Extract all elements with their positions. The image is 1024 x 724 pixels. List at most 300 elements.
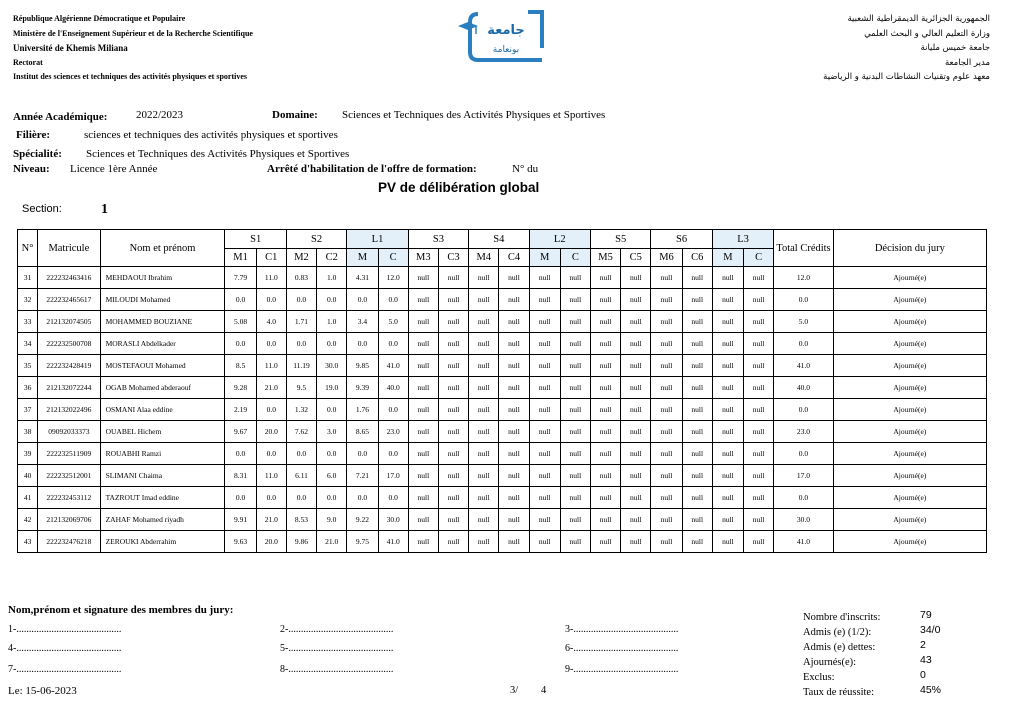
grade-cell: 0.0: [378, 443, 408, 465]
stat-value: 43: [920, 654, 932, 666]
grade-cell: 9.5: [286, 377, 316, 399]
group-header: S4: [469, 230, 529, 249]
null-cell: null: [621, 333, 651, 355]
header-right-line: مدير الجامعة: [944, 57, 990, 68]
null-cell: null: [682, 487, 712, 509]
grade-cell: 0.0: [378, 289, 408, 311]
null-cell: null: [560, 443, 590, 465]
page-title: PV de délibération global: [378, 180, 540, 195]
row-number-cell: 32: [18, 289, 38, 311]
total-credits-cell: 0.0: [774, 443, 833, 465]
null-cell: null: [438, 509, 468, 531]
matricule-cell: 212132074505: [38, 311, 100, 333]
university-logo: [450, 8, 550, 66]
sub-header: M5: [590, 249, 620, 267]
grade-cell: 1.71: [286, 311, 316, 333]
grade-cell: 0.0: [225, 333, 256, 355]
null-cell: null: [529, 465, 560, 487]
null-cell: null: [744, 399, 774, 421]
null-cell: null: [469, 531, 499, 553]
null-cell: null: [651, 465, 682, 487]
null-cell: null: [408, 421, 438, 443]
decision-cell: Ajourné(e): [833, 333, 986, 355]
null-cell: null: [744, 355, 774, 377]
null-cell: null: [621, 487, 651, 509]
niveau-value: Licence 1ère Année: [70, 163, 158, 175]
sub-header: M3: [408, 249, 438, 267]
name-cell: OGAB Mohamed abderaouf: [100, 377, 225, 399]
null-cell: null: [499, 267, 529, 289]
name-cell: OSMANI Alaa eddine: [100, 399, 225, 421]
null-cell: null: [408, 377, 438, 399]
sub-header: M: [712, 249, 743, 267]
null-cell: null: [590, 509, 620, 531]
grade-cell: 7.79: [225, 267, 256, 289]
null-cell: null: [499, 289, 529, 311]
null-cell: null: [590, 311, 620, 333]
filiere-label: Filière:: [16, 129, 50, 141]
null-cell: null: [469, 311, 499, 333]
table-row: [18, 355, 987, 377]
null-cell: null: [438, 487, 468, 509]
name-cell: MOSTEFAOUI Mohamed: [100, 355, 225, 377]
grade-cell: 3.0: [317, 421, 347, 443]
null-cell: null: [529, 355, 560, 377]
sub-header: C: [560, 249, 590, 267]
grade-cell: 9.75: [347, 531, 378, 553]
sub-header: C1: [256, 249, 286, 267]
null-cell: null: [529, 289, 560, 311]
matricule-cell: 222232500708: [38, 333, 100, 355]
null-cell: null: [744, 465, 774, 487]
null-cell: null: [651, 509, 682, 531]
row-number-cell: 43: [18, 531, 38, 553]
table-row: [18, 377, 987, 399]
sub-header: M: [529, 249, 560, 267]
table-row: [18, 311, 987, 333]
grade-cell: 40.0: [378, 377, 408, 399]
null-cell: null: [560, 399, 590, 421]
null-cell: null: [682, 355, 712, 377]
sub-header: C2: [317, 249, 347, 267]
null-cell: null: [469, 289, 499, 311]
name-cell: OUABEL Hichem: [100, 421, 225, 443]
header-left-line: Université de Khemis Miliana: [13, 43, 128, 53]
grade-cell: 0.0: [347, 443, 378, 465]
grade-cell: 0.0: [286, 289, 316, 311]
null-cell: null: [408, 465, 438, 487]
null-cell: null: [621, 509, 651, 531]
null-cell: null: [560, 311, 590, 333]
null-cell: null: [590, 443, 620, 465]
grade-cell: 0.83: [286, 267, 316, 289]
null-cell: null: [499, 443, 529, 465]
sub-header: C4: [499, 249, 529, 267]
null-cell: null: [560, 509, 590, 531]
grade-cell: 0.0: [347, 333, 378, 355]
section-label: Section:: [22, 203, 62, 215]
stat-value: 0: [920, 669, 926, 681]
decision-cell: Ajourné(e): [833, 355, 986, 377]
grade-cell: 0.0: [317, 333, 347, 355]
grade-cell: 0.0: [317, 289, 347, 311]
name-cell: SLIMANI Chaima: [100, 465, 225, 487]
grade-cell: 4.31: [347, 267, 378, 289]
section-value: 1: [101, 202, 108, 217]
table-row: [18, 509, 987, 531]
null-cell: null: [744, 289, 774, 311]
null-cell: null: [651, 421, 682, 443]
grade-cell: 0.0: [225, 289, 256, 311]
row-number-cell: 41: [18, 487, 38, 509]
null-cell: null: [651, 355, 682, 377]
date-text: Le: 15-06-2023: [8, 685, 77, 697]
decision-cell: Ajourné(e): [833, 531, 986, 553]
header-left: [13, 12, 253, 85]
null-cell: null: [621, 267, 651, 289]
null-cell: null: [621, 399, 651, 421]
null-cell: null: [712, 465, 743, 487]
total-credits-cell: 40.0: [774, 377, 833, 399]
grade-cell: 8.65: [347, 421, 378, 443]
annee-label: Année Académique:: [13, 111, 108, 123]
row-number-cell: 42: [18, 509, 38, 531]
group-header: L1: [347, 230, 408, 249]
null-cell: null: [469, 333, 499, 355]
null-cell: null: [621, 465, 651, 487]
null-cell: null: [499, 509, 529, 531]
total-credits-cell: 0.0: [774, 487, 833, 509]
null-cell: null: [560, 333, 590, 355]
null-cell: null: [560, 487, 590, 509]
null-cell: null: [590, 531, 620, 553]
group-header: S5: [590, 230, 650, 249]
grade-cell: 41.0: [378, 531, 408, 553]
stat-value: 2: [920, 639, 926, 651]
null-cell: null: [499, 487, 529, 509]
decision-cell: Ajourné(e): [833, 465, 986, 487]
null-cell: null: [712, 509, 743, 531]
null-cell: null: [590, 289, 620, 311]
table-row: [18, 267, 987, 289]
matricule-cell: 222232465617: [38, 289, 100, 311]
null-cell: null: [529, 443, 560, 465]
null-cell: null: [744, 333, 774, 355]
row-number-cell: 37: [18, 399, 38, 421]
header-right-line: جامعة خميس مليانة: [920, 43, 990, 53]
grade-cell: 0.0: [286, 487, 316, 509]
null-cell: null: [408, 311, 438, 333]
stat-value: 45%: [920, 684, 942, 696]
matricule-cell: 212132022496: [38, 399, 100, 421]
sub-header: C: [744, 249, 774, 267]
matricule-cell: 222232453112: [38, 487, 100, 509]
sub-header: C6: [682, 249, 712, 267]
null-cell: null: [529, 399, 560, 421]
grade-cell: 0.0: [256, 487, 286, 509]
null-cell: null: [469, 355, 499, 377]
grade-cell: 0.0: [225, 443, 256, 465]
decision-cell: Ajourné(e): [833, 487, 986, 509]
grade-cell: 0.0: [256, 333, 286, 355]
null-cell: null: [499, 465, 529, 487]
table-header-row: [18, 230, 987, 249]
null-cell: null: [651, 267, 682, 289]
col-total-header: Total Crédits: [774, 230, 833, 267]
table-body: [18, 267, 987, 553]
matricule-cell: 212132069706: [38, 509, 100, 531]
null-cell: null: [469, 377, 499, 399]
name-cell: MORASLI Abdelkader: [100, 333, 225, 355]
grade-cell: 0.0: [256, 289, 286, 311]
null-cell: null: [438, 377, 468, 399]
grade-cell: 1.76: [347, 399, 378, 421]
null-cell: null: [682, 509, 712, 531]
matricule-cell: 222232512001: [38, 465, 100, 487]
null-cell: null: [712, 355, 743, 377]
null-cell: null: [744, 487, 774, 509]
sub-header: M: [347, 249, 378, 267]
total-credits-cell: 12.0: [774, 267, 833, 289]
grade-cell: 30.0: [378, 509, 408, 531]
grade-cell: 20.0: [256, 421, 286, 443]
null-cell: null: [651, 311, 682, 333]
null-cell: null: [408, 509, 438, 531]
grade-cell: 11.0: [256, 465, 286, 487]
decision-cell: Ajourné(e): [833, 399, 986, 421]
table-row: [18, 531, 987, 553]
decision-cell: Ajourné(e): [833, 421, 986, 443]
total-credits-cell: 30.0: [774, 509, 833, 531]
grade-cell: 1.32: [286, 399, 316, 421]
null-cell: null: [529, 267, 560, 289]
group-header: S3: [408, 230, 468, 249]
table-row: [18, 289, 987, 311]
deliberation-table: [17, 229, 987, 553]
domaine-value: Sciences et Techniques des Activités Physiques et Sportives: [342, 109, 606, 121]
matricule-cell: 09092033373: [38, 421, 100, 443]
row-number-cell: 33: [18, 311, 38, 333]
stat-label: Ajournés(e):: [803, 657, 857, 668]
specialite-label: Spécialité:: [13, 148, 62, 160]
signature-line: 4-..........................................: [8, 643, 122, 654]
null-cell: null: [438, 311, 468, 333]
decision-cell: Ajourné(e): [833, 311, 986, 333]
null-cell: null: [408, 487, 438, 509]
grade-cell: 8.31: [225, 465, 256, 487]
grade-cell: 9.39: [347, 377, 378, 399]
null-cell: null: [682, 311, 712, 333]
table-row: [18, 421, 987, 443]
stat-value: 79: [920, 609, 932, 621]
decision-cell: Ajourné(e): [833, 509, 986, 531]
total-credits-cell: 0.0: [774, 289, 833, 311]
null-cell: null: [712, 333, 743, 355]
header-left-line: Rectorat: [13, 57, 43, 67]
null-cell: null: [744, 267, 774, 289]
grade-cell: 0.0: [256, 399, 286, 421]
null-cell: null: [621, 443, 651, 465]
null-cell: null: [529, 487, 560, 509]
total-credits-cell: 0.0: [774, 399, 833, 421]
row-number-cell: 39: [18, 443, 38, 465]
grade-cell: 11.19: [286, 355, 316, 377]
col-decision-header: Décision du jury: [833, 230, 986, 267]
null-cell: null: [499, 311, 529, 333]
header-left-line: République Algérienne Démocratique et Populaire: [13, 14, 186, 23]
grade-cell: 0.0: [347, 289, 378, 311]
grade-cell: 5.08: [225, 311, 256, 333]
table-row: [18, 487, 987, 509]
signature-line: 6-..........................................: [565, 643, 679, 654]
null-cell: null: [744, 531, 774, 553]
null-cell: null: [621, 377, 651, 399]
stat-value: 34/0: [920, 624, 941, 636]
header-left-line: Institut des sciences et techniques des activités physiques et sportives: [13, 72, 247, 81]
null-cell: null: [712, 267, 743, 289]
header-right: [823, 12, 990, 85]
grade-cell: 0.0: [317, 399, 347, 421]
null-cell: null: [682, 377, 712, 399]
null-cell: null: [590, 399, 620, 421]
null-cell: null: [438, 465, 468, 487]
svg-text:جامعة: جامعة: [487, 23, 525, 38]
col-no-header: N°: [18, 230, 38, 267]
null-cell: null: [682, 333, 712, 355]
null-cell: null: [469, 509, 499, 531]
grade-cell: 7.62: [286, 421, 316, 443]
name-cell: MEHDAOUI Ibrahim: [100, 267, 225, 289]
sub-header: C: [378, 249, 408, 267]
grade-cell: 11.0: [256, 267, 286, 289]
name-cell: MILOUDI Mohamed: [100, 289, 225, 311]
grade-cell: 19.0: [317, 377, 347, 399]
null-cell: null: [408, 443, 438, 465]
null-cell: null: [408, 333, 438, 355]
sub-header: C5: [621, 249, 651, 267]
table-row: [18, 399, 987, 421]
null-cell: null: [438, 333, 468, 355]
null-cell: null: [469, 487, 499, 509]
header-right-line: الجمهورية الجزائرية الديمقراطية الشعبية: [847, 14, 990, 24]
grade-cell: 9.86: [286, 531, 316, 553]
null-cell: null: [712, 443, 743, 465]
null-cell: null: [744, 421, 774, 443]
matricule-cell: 222232511909: [38, 443, 100, 465]
matricule-cell: 222232476218: [38, 531, 100, 553]
null-cell: null: [712, 421, 743, 443]
signature-line: 1-..........................................: [8, 624, 122, 635]
name-cell: ROUABHI Ramzi: [100, 443, 225, 465]
null-cell: null: [651, 399, 682, 421]
total-credits-cell: 41.0: [774, 355, 833, 377]
null-cell: null: [712, 377, 743, 399]
arrete-label: Arrêté d'habilitation de l'offre de formation:: [267, 163, 477, 175]
signature-line: 2-..........................................: [280, 624, 394, 635]
header-right-line: وزارة التعليم العالي و البحث العلمي: [864, 28, 990, 39]
null-cell: null: [408, 267, 438, 289]
null-cell: null: [590, 377, 620, 399]
grade-cell: 1.0: [317, 311, 347, 333]
null-cell: null: [438, 289, 468, 311]
row-number-cell: 34: [18, 333, 38, 355]
null-cell: null: [499, 333, 529, 355]
grade-cell: 4.0: [256, 311, 286, 333]
null-cell: null: [560, 377, 590, 399]
annee-value: 2022/2023: [136, 109, 184, 121]
stat-label: Exclus:: [803, 672, 835, 683]
null-cell: null: [682, 421, 712, 443]
grade-cell: 12.0: [378, 267, 408, 289]
null-cell: null: [408, 355, 438, 377]
null-cell: null: [712, 311, 743, 333]
page-total: 4: [541, 685, 547, 696]
null-cell: null: [744, 443, 774, 465]
grade-cell: 21.0: [317, 531, 347, 553]
group-header: S6: [651, 230, 712, 249]
null-cell: null: [560, 267, 590, 289]
null-cell: null: [712, 289, 743, 311]
matricule-cell: 222232463416: [38, 267, 100, 289]
null-cell: null: [651, 333, 682, 355]
row-number-cell: 38: [18, 421, 38, 443]
null-cell: null: [438, 421, 468, 443]
col-matricule-header: Matricule: [38, 230, 100, 267]
total-credits-cell: 41.0: [774, 531, 833, 553]
decision-cell: Ajourné(e): [833, 267, 986, 289]
total-credits-cell: 0.0: [774, 333, 833, 355]
grade-cell: 0.0: [225, 487, 256, 509]
null-cell: null: [682, 289, 712, 311]
signature-line: 7-..........................................: [8, 664, 122, 675]
group-header: L2: [529, 230, 590, 249]
table-row: [18, 443, 987, 465]
null-cell: null: [469, 267, 499, 289]
sub-header: M4: [469, 249, 499, 267]
grade-cell: 9.0: [317, 509, 347, 531]
decision-cell: Ajourné(e): [833, 289, 986, 311]
matricule-cell: 222232428419: [38, 355, 100, 377]
null-cell: null: [499, 531, 529, 553]
null-cell: null: [744, 509, 774, 531]
null-cell: null: [469, 421, 499, 443]
stats-values: [920, 608, 941, 698]
grade-cell: 1.0: [317, 267, 347, 289]
stats-labels: [803, 610, 880, 700]
null-cell: null: [560, 465, 590, 487]
null-cell: null: [590, 267, 620, 289]
name-cell: MOHAMMED BOUZIANE: [100, 311, 225, 333]
grade-cell: 9.22: [347, 509, 378, 531]
null-cell: null: [712, 487, 743, 509]
row-number-cell: 35: [18, 355, 38, 377]
null-cell: null: [744, 311, 774, 333]
grade-cell: 30.0: [317, 355, 347, 377]
niveau-label: Niveau:: [13, 163, 50, 175]
grade-cell: 9.67: [225, 421, 256, 443]
grade-cell: 0.0: [378, 333, 408, 355]
null-cell: null: [621, 421, 651, 443]
grade-cell: 9.91: [225, 509, 256, 531]
signature-line: 8-..........................................: [280, 664, 394, 675]
decision-cell: Ajourné(e): [833, 443, 986, 465]
grade-cell: 8.5: [225, 355, 256, 377]
grade-cell: 3.4: [347, 311, 378, 333]
null-cell: null: [682, 465, 712, 487]
grade-cell: 21.0: [256, 509, 286, 531]
null-cell: null: [499, 355, 529, 377]
grade-cell: 6.11: [286, 465, 316, 487]
